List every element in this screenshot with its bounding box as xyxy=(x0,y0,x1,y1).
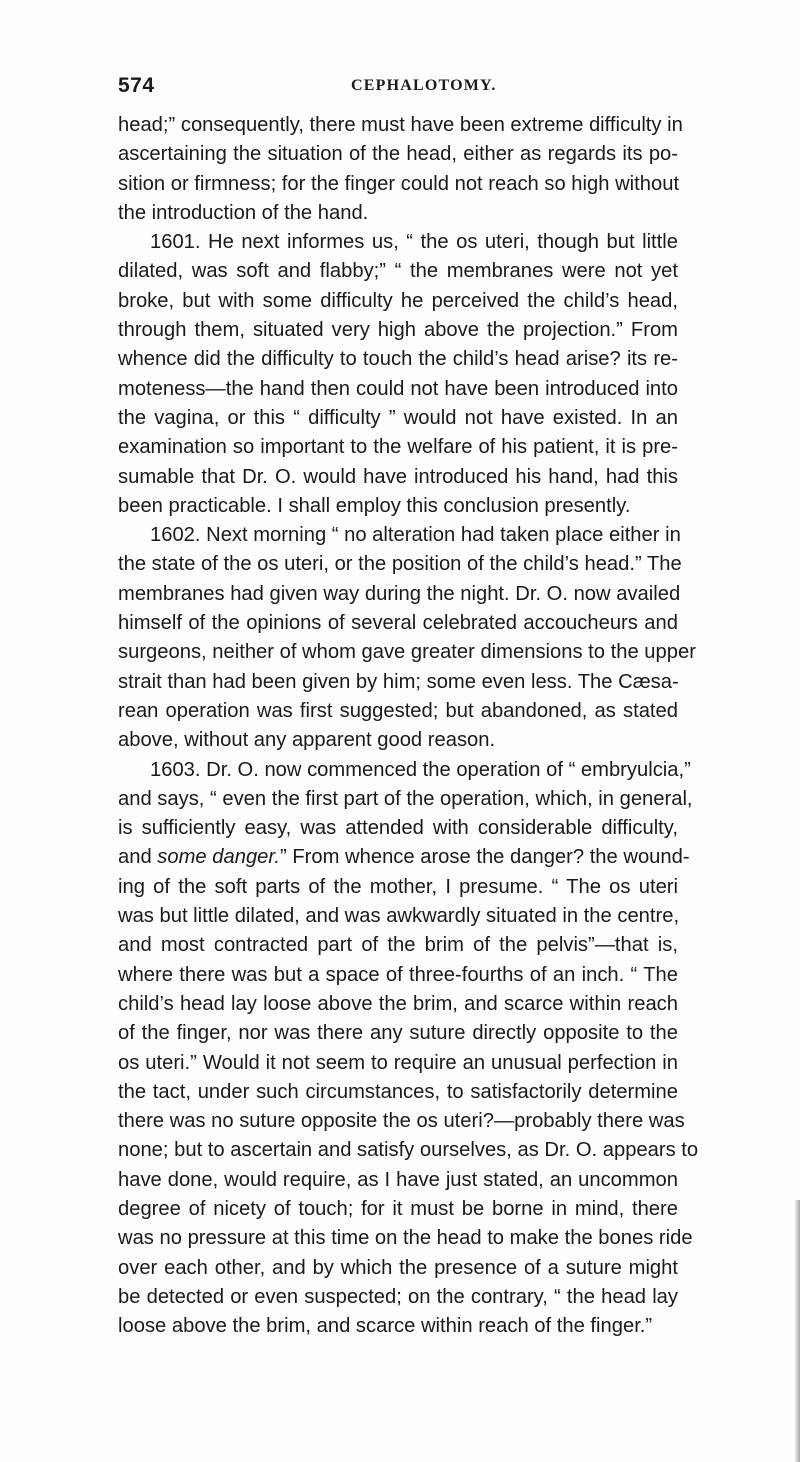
text-line: examination so important to the welfare of his patient, it is pre- xyxy=(118,436,678,459)
text-line: 1603. Dr. O. now commenced the operation of “ embryulcia,” xyxy=(150,758,691,781)
text-line: himself of the opinions of several celebrated accoucheurs and xyxy=(118,612,678,635)
text-line: was but little dilated, and was awkwardly situated in the centre, xyxy=(118,905,680,928)
text-line: there was no suture opposite the os uteri?—probably there was xyxy=(118,1110,685,1133)
scan-edge-shadow xyxy=(794,1200,800,1462)
text-line: broke, but with some difficulty he perceived the child’s head, xyxy=(118,289,678,312)
text-line: and some danger.” From whence arose the danger? the wound- xyxy=(118,846,690,869)
text-line: have done, would require, as I have just stated, an uncommon xyxy=(118,1168,678,1191)
text-line: the vagina, or this “ difficulty ” would not have existed. In an xyxy=(118,406,678,429)
text-line: dilated, was soft and flabby;” “ the membranes were not yet xyxy=(118,260,678,283)
text-line: is sufficiently easy, was attended with considerable difficulty, xyxy=(118,817,678,840)
text-line: child’s head lay loose above the brim, and scarce within reach xyxy=(118,992,678,1015)
text-line: whence did the difficulty to touch the child’s head arise? its re- xyxy=(118,348,678,371)
text-line: the state of the os uteri, or the position of the child’s head.” The xyxy=(118,553,682,576)
text-line: was no pressure at this time on the head to make the bones ride xyxy=(118,1227,693,1250)
text-line: be detected or even suspected; on the contrary, “ the head lay xyxy=(118,1285,678,1308)
text-line: sition or firmness; for the finger could not reach so high without xyxy=(118,172,680,195)
text-line: the introduction of the hand. xyxy=(118,201,369,224)
text-line: surgeons, neither of whom gave greater dimensions to the upper xyxy=(118,641,696,664)
text-line: moteness—the hand then could not have been introduced into xyxy=(118,377,678,400)
page-number: 574 xyxy=(118,74,155,97)
body-text xyxy=(118,111,699,1341)
text-line: been practicable. I shall employ this conclusion presently. xyxy=(118,494,631,517)
text-line: and says, “ even the first part of the operation, which, in general, xyxy=(118,787,693,810)
text-line: loose above the brim, and scarce within reach of the finger.” xyxy=(118,1315,653,1338)
text-line: of the finger, nor was there any suture directly opposite to the xyxy=(118,1022,678,1045)
text-line: through them, situated very high above the projection.” From xyxy=(118,319,678,342)
text-line: and most contracted part of the brim of the pelvis”—that is, xyxy=(118,934,678,957)
text-line: above, without any apparent good reason. xyxy=(118,729,496,752)
text-line: strait than had been given by him; some even less. The Cæsa- xyxy=(118,670,679,693)
text-line: 1601. He next informes us, “ the os uteri, though but little xyxy=(150,231,678,254)
text-line: os uteri.” Would it not seem to require an unusual perfection in xyxy=(118,1051,678,1074)
text-line: where there was but a space of three-fourths of an inch. “ The xyxy=(118,963,678,986)
text-line: the tact, under such circumstances, to satisfactorily determine xyxy=(118,1080,678,1103)
text-line: sumable that Dr. O. would have introduced his hand, had this xyxy=(118,465,678,488)
text-line: ascertaining the situation of the head, either as regards its po- xyxy=(118,143,678,166)
text-line: 1602. Next morning “ no alteration had taken place either in xyxy=(150,524,681,547)
text-line: ing of the soft parts of the mother, I presume. “ The os uteri xyxy=(118,875,678,898)
text-line: head;” consequently, there must have been extreme difficulty in xyxy=(118,114,683,136)
running-head xyxy=(118,74,676,104)
text-line: none; but to ascertain and satisfy ourselves, as Dr. O. appears to xyxy=(118,1139,699,1162)
text-line: degree of nicety of touch; for it must be borne in mind, there xyxy=(118,1197,678,1220)
text-line: membranes had given way during the night. Dr. O. now availed xyxy=(118,582,681,605)
text-line: rean operation was first suggested; but abandoned, as stated xyxy=(118,699,678,722)
text-line: over each other, and by which the presence of a suture might xyxy=(118,1256,678,1279)
running-title: CEPHALOTOMY. xyxy=(351,77,497,94)
